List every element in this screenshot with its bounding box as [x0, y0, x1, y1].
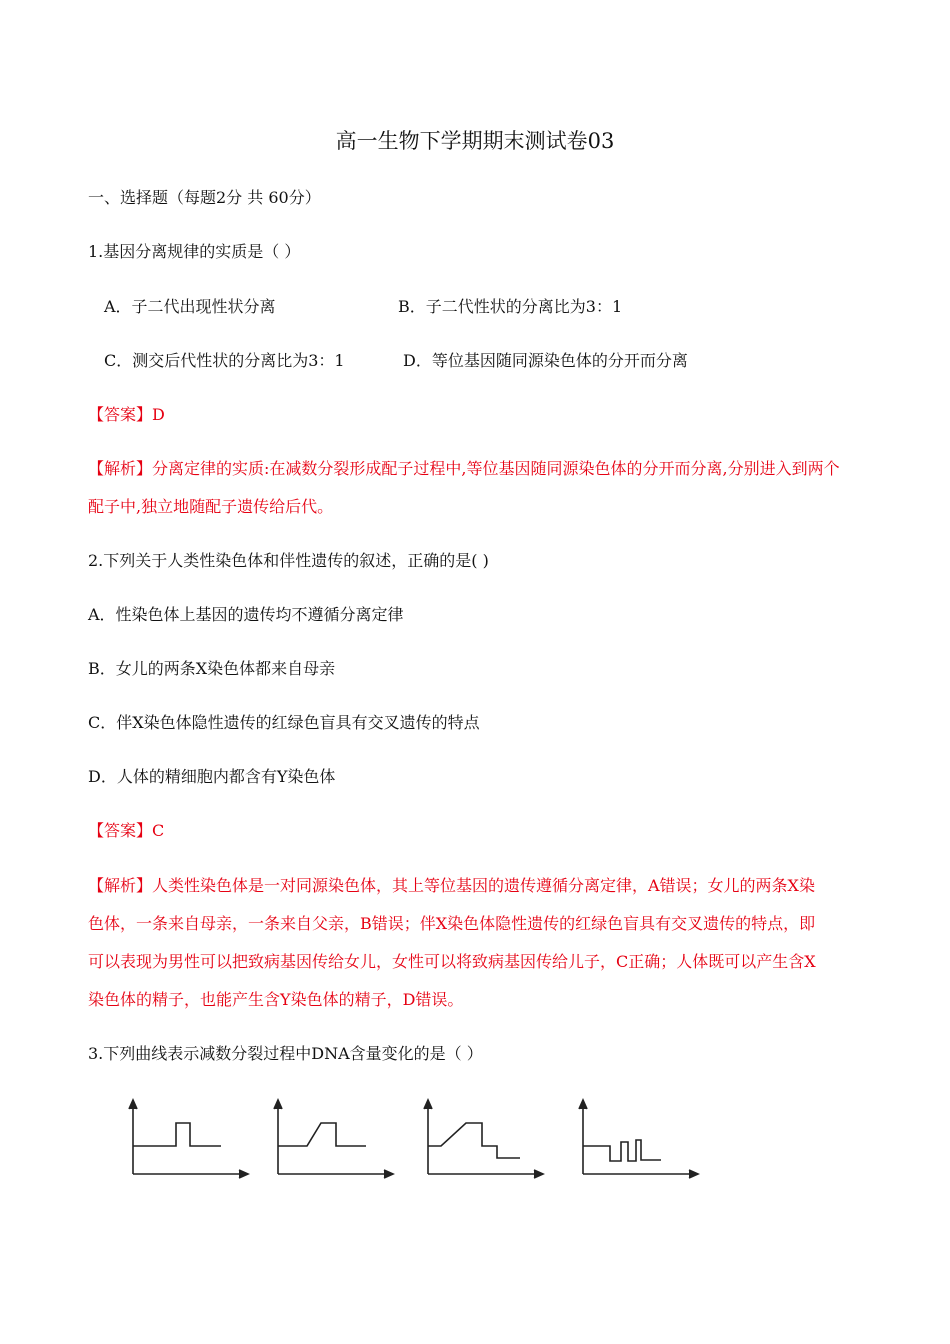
q3-graph-2	[265, 1092, 400, 1187]
q1-analysis-line-2: 配子中,独立地随配子遗传给后代。	[88, 497, 334, 516]
q2-option-d: D．人体的精细胞内都含有Y染色体	[88, 767, 336, 786]
q2-analysis-line-3: 可以表现为男性可以把致病基因传给女儿，女性可以将致病基因传给儿子，C正确；人体既可以产生含X	[88, 952, 816, 971]
q2-analysis-line-4: 染色体的精子，也能产生含Y染色体的精子，D错误。	[88, 990, 464, 1009]
q3-stem: 3.下列曲线表示减数分裂过程中DNA含量变化的是（ ）	[88, 1044, 483, 1063]
q2-option-c: C．伴X染色体隐性遗传的红绿色盲具有交叉遗传的特点	[88, 713, 480, 732]
q3-graph-options	[120, 1092, 720, 1192]
q2-answer: 【答案】C	[88, 821, 165, 840]
q1-option-b: B．子二代性状的分离比为3：1	[398, 297, 623, 316]
q2-option-a: A．性染色体上基因的遗传均不遵循分离定律	[88, 605, 404, 624]
page-title: 高一生物下学期期末测试卷03	[335, 129, 615, 153]
q1-analysis-line-1: 【解析】分离定律的实质:在减数分裂形成配子过程中,等位基因随同源染色体的分开而分离,分别进入到两个	[88, 459, 840, 478]
q3-graph-4	[570, 1092, 705, 1187]
q1-answer: 【答案】D	[88, 405, 165, 424]
q1-option-a: A．子二代出现性状分离	[104, 297, 276, 316]
section-heading: 一、选择题（每题2分 共 60分）	[88, 188, 321, 207]
q1-option-d: D．等位基因随同源染色体的分开而分离	[403, 351, 688, 370]
q3-graph-3	[415, 1092, 550, 1187]
q2-analysis-line-1: 【解析】人类性染色体是一对同源染色体，其上等位基因的遗传遵循分离定律，A错误；女儿的两条X染	[88, 876, 815, 895]
q3-graph-1	[120, 1092, 255, 1187]
q1-stem: 1.基因分离规律的实质是（ ）	[88, 242, 301, 261]
q1-option-c: C．测交后代性状的分离比为3：1	[104, 351, 345, 370]
q2-analysis-line-2: 色体，一条来自母亲，一条来自父亲，B错误；伴X染色体隐性遗传的红绿色盲具有交叉遗传的特点，即	[88, 914, 816, 933]
q2-option-b: B．女儿的两条X染色体都来自母亲	[88, 659, 336, 678]
q2-stem: 2.下列关于人类性染色体和伴性遗传的叙述，正确的是( )	[88, 551, 489, 570]
